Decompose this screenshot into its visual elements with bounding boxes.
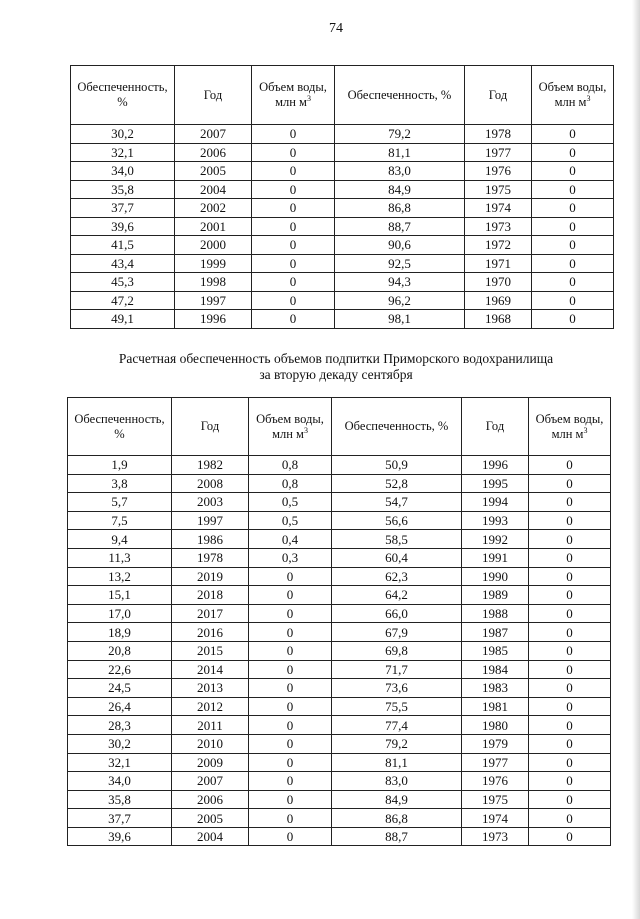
cell-volume: 0 xyxy=(249,697,332,716)
table-row xyxy=(68,790,611,809)
cell-year: 1975 xyxy=(462,790,529,809)
cell-year: 1998 xyxy=(175,273,252,292)
cell-volume: 0 xyxy=(252,143,335,162)
cell-provision: 32,1 xyxy=(68,753,172,772)
cell-volume: 0 xyxy=(529,734,611,753)
table-row xyxy=(71,180,614,199)
table-row xyxy=(71,125,614,144)
cell-provision: 39,6 xyxy=(68,827,172,846)
cell-volume: 0 xyxy=(532,273,614,292)
cell-year: 2006 xyxy=(175,143,252,162)
cell-year: 2011 xyxy=(172,716,249,735)
cell-year: 1971 xyxy=(465,254,532,273)
header-volume xyxy=(252,66,335,125)
cell-provision: 49,1 xyxy=(71,310,175,329)
cell-year: 1975 xyxy=(465,180,532,199)
cell-year: 1987 xyxy=(462,623,529,642)
cell-volume: 0 xyxy=(529,586,611,605)
table-row xyxy=(71,291,614,310)
header-provision: Обеспеченность, % xyxy=(332,398,462,456)
cell-year: 1969 xyxy=(465,291,532,310)
cell-provision: 47,2 xyxy=(71,291,175,310)
cell-provision: 20,8 xyxy=(68,641,172,660)
table-row xyxy=(68,586,611,605)
cell-provision: 30,2 xyxy=(71,125,175,144)
header-volume-label: Объем воды, млн м xyxy=(256,411,324,441)
cell-provision: 34,0 xyxy=(71,162,175,181)
table-row xyxy=(68,567,611,586)
header-volume-sup: 3 xyxy=(583,425,588,435)
cell-year: 1977 xyxy=(465,143,532,162)
cell-year: 1989 xyxy=(462,586,529,605)
cell-year: 2004 xyxy=(175,180,252,199)
cell-volume: 0 xyxy=(529,772,611,791)
cell-year: 1968 xyxy=(465,310,532,329)
cell-provision: 83,0 xyxy=(335,162,465,181)
cell-volume: 0 xyxy=(529,679,611,698)
cell-volume: 0 xyxy=(252,254,335,273)
cell-year: 1996 xyxy=(462,456,529,475)
cell-provision: 79,2 xyxy=(332,734,462,753)
cell-provision: 58,5 xyxy=(332,530,462,549)
cell-year: 1976 xyxy=(465,162,532,181)
caption-line-1: Расчетная обеспеченность объемов подпитки Приморского водохранилища xyxy=(118,351,554,366)
cell-volume: 0 xyxy=(252,162,335,181)
cell-year: 2005 xyxy=(175,162,252,181)
cell-volume: 0 xyxy=(252,180,335,199)
cell-provision: 3,8 xyxy=(68,474,172,493)
cell-volume: 0 xyxy=(529,716,611,735)
cell-provision: 35,8 xyxy=(68,790,172,809)
cell-volume: 0 xyxy=(252,236,335,255)
cell-year: 1973 xyxy=(462,827,529,846)
cell-provision: 90,6 xyxy=(335,236,465,255)
cell-volume: 0 xyxy=(532,291,614,310)
cell-volume: 0 xyxy=(529,790,611,809)
cell-provision: 86,8 xyxy=(332,809,462,828)
cell-volume: 0 xyxy=(252,273,335,292)
cell-year: 2015 xyxy=(172,641,249,660)
cell-provision: 54,7 xyxy=(332,493,462,512)
cell-volume: 0 xyxy=(252,199,335,218)
cell-year: 2019 xyxy=(172,567,249,586)
cell-provision: 32,1 xyxy=(71,143,175,162)
cell-volume: 0 xyxy=(529,456,611,475)
table-header-row xyxy=(68,398,611,456)
cell-volume: 0 xyxy=(529,474,611,493)
cell-volume: 0 xyxy=(249,604,332,623)
table-row xyxy=(71,217,614,236)
cell-provision: 94,3 xyxy=(335,273,465,292)
cell-volume: 0,4 xyxy=(249,530,332,549)
cell-year: 1972 xyxy=(465,236,532,255)
header-volume-sup: 3 xyxy=(586,93,591,103)
cell-year: 1978 xyxy=(172,548,249,567)
cell-year: 1974 xyxy=(465,199,532,218)
cell-provision: 43,4 xyxy=(71,254,175,273)
cell-provision: 1,9 xyxy=(68,456,172,475)
cell-year: 1999 xyxy=(175,254,252,273)
cell-year: 2007 xyxy=(175,125,252,144)
cell-volume: 0 xyxy=(529,660,611,679)
cell-provision: 15,1 xyxy=(68,586,172,605)
cell-volume: 0 xyxy=(529,641,611,660)
cell-provision: 66,0 xyxy=(332,604,462,623)
cell-provision: 81,1 xyxy=(332,753,462,772)
cell-volume: 0 xyxy=(249,623,332,642)
cell-volume: 0 xyxy=(249,734,332,753)
table-row xyxy=(68,530,611,549)
cell-volume: 0 xyxy=(529,511,611,530)
cell-year: 2018 xyxy=(172,586,249,605)
cell-provision: 24,5 xyxy=(68,679,172,698)
cell-year: 2006 xyxy=(172,790,249,809)
cell-year: 1994 xyxy=(462,493,529,512)
table1-body xyxy=(71,125,614,329)
cell-year: 1991 xyxy=(462,548,529,567)
header-provision: Обеспеченность, % xyxy=(71,66,175,125)
table-caption xyxy=(0,351,640,383)
cell-volume: 0 xyxy=(529,604,611,623)
cell-volume: 0 xyxy=(249,641,332,660)
table-row xyxy=(71,310,614,329)
cell-year: 1970 xyxy=(465,273,532,292)
cell-provision: 73,6 xyxy=(332,679,462,698)
header-volume-label: Объем воды, млн м xyxy=(535,411,604,441)
cell-year: 1982 xyxy=(172,456,249,475)
cell-provision: 88,7 xyxy=(332,827,462,846)
cell-year: 1985 xyxy=(462,641,529,660)
table-row xyxy=(68,697,611,716)
cell-year: 2017 xyxy=(172,604,249,623)
table-row xyxy=(68,456,611,475)
cell-volume: 0 xyxy=(252,125,335,144)
cell-provision: 88,7 xyxy=(335,217,465,236)
cell-volume: 0 xyxy=(249,809,332,828)
cell-year: 1974 xyxy=(462,809,529,828)
cell-provision: 7,5 xyxy=(68,511,172,530)
cell-year: 2001 xyxy=(175,217,252,236)
cell-provision: 62,3 xyxy=(332,567,462,586)
page-number: 74 xyxy=(329,21,343,36)
cell-provision: 96,2 xyxy=(335,291,465,310)
cell-provision: 30,2 xyxy=(68,734,172,753)
table-row xyxy=(68,734,611,753)
cell-provision: 41,5 xyxy=(71,236,175,255)
cell-provision: 81,1 xyxy=(335,143,465,162)
cell-volume: 0 xyxy=(249,772,332,791)
cell-provision: 13,2 xyxy=(68,567,172,586)
cell-year: 1976 xyxy=(462,772,529,791)
cell-volume: 0 xyxy=(529,697,611,716)
cell-provision: 98,1 xyxy=(335,310,465,329)
caption-line-2: за вторую декаду сентября xyxy=(259,367,413,382)
cell-volume: 0 xyxy=(532,217,614,236)
cell-volume: 0 xyxy=(249,567,332,586)
cell-year: 1988 xyxy=(462,604,529,623)
table-row xyxy=(71,162,614,181)
table2-body xyxy=(68,456,611,846)
cell-provision: 84,9 xyxy=(335,180,465,199)
cell-provision: 22,6 xyxy=(68,660,172,679)
cell-year: 2012 xyxy=(172,697,249,716)
table-row xyxy=(68,474,611,493)
cell-year: 1993 xyxy=(462,511,529,530)
table-row xyxy=(71,273,614,292)
table-row xyxy=(68,809,611,828)
cell-volume: 0 xyxy=(529,493,611,512)
cell-provision: 52,8 xyxy=(332,474,462,493)
cell-year: 1977 xyxy=(462,753,529,772)
table-row xyxy=(68,623,611,642)
cell-year: 2002 xyxy=(175,199,252,218)
cell-volume: 0 xyxy=(249,790,332,809)
table-row xyxy=(68,493,611,512)
cell-volume: 0 xyxy=(532,180,614,199)
cell-year: 1986 xyxy=(172,530,249,549)
cell-provision: 71,7 xyxy=(332,660,462,679)
header-year: Год xyxy=(462,398,529,456)
cell-year: 2004 xyxy=(172,827,249,846)
cell-year: 2013 xyxy=(172,679,249,698)
cell-volume: 0 xyxy=(532,162,614,181)
cell-volume: 0 xyxy=(529,530,611,549)
cell-volume: 0 xyxy=(529,548,611,567)
cell-provision: 75,5 xyxy=(332,697,462,716)
cell-year: 1984 xyxy=(462,660,529,679)
table-row xyxy=(68,772,611,791)
cell-provision: 17,0 xyxy=(68,604,172,623)
cell-volume: 0 xyxy=(249,753,332,772)
provision-table-2 xyxy=(67,397,611,846)
cell-provision: 77,4 xyxy=(332,716,462,735)
cell-provision: 18,9 xyxy=(68,623,172,642)
cell-provision: 64,2 xyxy=(332,586,462,605)
cell-year: 1995 xyxy=(462,474,529,493)
header-provision: Обеспеченность, % xyxy=(335,66,465,125)
cell-volume: 0,5 xyxy=(249,511,332,530)
cell-year: 2005 xyxy=(172,809,249,828)
table-row xyxy=(68,604,611,623)
cell-volume: 0 xyxy=(252,291,335,310)
cell-year: 1996 xyxy=(175,310,252,329)
cell-volume: 0 xyxy=(249,716,332,735)
cell-year: 1990 xyxy=(462,567,529,586)
cell-volume: 0 xyxy=(532,254,614,273)
cell-year: 2000 xyxy=(175,236,252,255)
cell-provision: 5,7 xyxy=(68,493,172,512)
cell-volume: 0,8 xyxy=(249,456,332,475)
cell-year: 2007 xyxy=(172,772,249,791)
cell-provision: 83,0 xyxy=(332,772,462,791)
cell-provision: 37,7 xyxy=(68,809,172,828)
cell-year: 2008 xyxy=(172,474,249,493)
cell-provision: 34,0 xyxy=(68,772,172,791)
cell-volume: 0 xyxy=(249,660,332,679)
cell-provision: 60,4 xyxy=(332,548,462,567)
cell-volume: 0 xyxy=(532,125,614,144)
cell-provision: 11,3 xyxy=(68,548,172,567)
cell-volume: 0 xyxy=(532,199,614,218)
cell-provision: 26,4 xyxy=(68,697,172,716)
cell-provision: 84,9 xyxy=(332,790,462,809)
cell-volume: 0 xyxy=(252,217,335,236)
table-row xyxy=(71,199,614,218)
cell-volume: 0 xyxy=(529,623,611,642)
cell-volume: 0,3 xyxy=(249,548,332,567)
cell-volume: 0,5 xyxy=(249,493,332,512)
cell-volume: 0 xyxy=(252,310,335,329)
cell-provision: 86,8 xyxy=(335,199,465,218)
cell-volume: 0 xyxy=(249,679,332,698)
cell-year: 1979 xyxy=(462,734,529,753)
cell-year: 1973 xyxy=(465,217,532,236)
table-row xyxy=(68,548,611,567)
cell-volume: 0 xyxy=(249,827,332,846)
table-row xyxy=(68,641,611,660)
cell-volume: 0 xyxy=(529,809,611,828)
header-provision: Обеспеченность, % xyxy=(68,398,172,456)
cell-provision: 9,4 xyxy=(68,530,172,549)
cell-volume: 0 xyxy=(529,753,611,772)
cell-year: 2016 xyxy=(172,623,249,642)
header-volume-sup: 3 xyxy=(303,425,308,435)
cell-provision: 37,7 xyxy=(71,199,175,218)
cell-provision: 50,9 xyxy=(332,456,462,475)
cell-year: 1978 xyxy=(465,125,532,144)
header-year: Год xyxy=(465,66,532,125)
header-volume-sup: 3 xyxy=(306,93,311,103)
cell-year: 2009 xyxy=(172,753,249,772)
provision-table-1 xyxy=(70,65,614,329)
cell-provision: 39,6 xyxy=(71,217,175,236)
cell-year: 2003 xyxy=(172,493,249,512)
cell-year: 2010 xyxy=(172,734,249,753)
cell-year: 1981 xyxy=(462,697,529,716)
header-volume xyxy=(529,398,611,456)
cell-year: 1997 xyxy=(172,511,249,530)
cell-volume: 0 xyxy=(532,236,614,255)
table-row xyxy=(71,143,614,162)
cell-provision: 67,9 xyxy=(332,623,462,642)
cell-year: 1980 xyxy=(462,716,529,735)
cell-provision: 69,8 xyxy=(332,641,462,660)
table-row xyxy=(68,827,611,846)
page-edge-shadow xyxy=(632,0,640,919)
cell-provision: 28,3 xyxy=(68,716,172,735)
cell-provision: 56,6 xyxy=(332,511,462,530)
cell-volume: 0,8 xyxy=(249,474,332,493)
cell-volume: 0 xyxy=(532,310,614,329)
cell-volume: 0 xyxy=(529,827,611,846)
header-volume-label: Объем воды, млн м xyxy=(259,80,327,109)
header-volume xyxy=(532,66,614,125)
header-year: Год xyxy=(172,398,249,456)
cell-year: 1983 xyxy=(462,679,529,698)
header-year: Год xyxy=(175,66,252,125)
cell-year: 2014 xyxy=(172,660,249,679)
table-row xyxy=(68,660,611,679)
table-row xyxy=(68,716,611,735)
cell-provision: 92,5 xyxy=(335,254,465,273)
table-row xyxy=(71,254,614,273)
table-row xyxy=(68,753,611,772)
cell-volume: 0 xyxy=(249,586,332,605)
cell-year: 1997 xyxy=(175,291,252,310)
cell-year: 1992 xyxy=(462,530,529,549)
cell-provision: 79,2 xyxy=(335,125,465,144)
cell-provision: 35,8 xyxy=(71,180,175,199)
cell-volume: 0 xyxy=(529,567,611,586)
header-volume-label: Объем воды, млн м xyxy=(538,80,607,109)
cell-provision: 45,3 xyxy=(71,273,175,292)
table-header-row xyxy=(71,66,614,125)
table-row xyxy=(68,511,611,530)
table-row xyxy=(71,236,614,255)
cell-volume: 0 xyxy=(532,143,614,162)
header-volume xyxy=(249,398,332,456)
table-row xyxy=(68,679,611,698)
